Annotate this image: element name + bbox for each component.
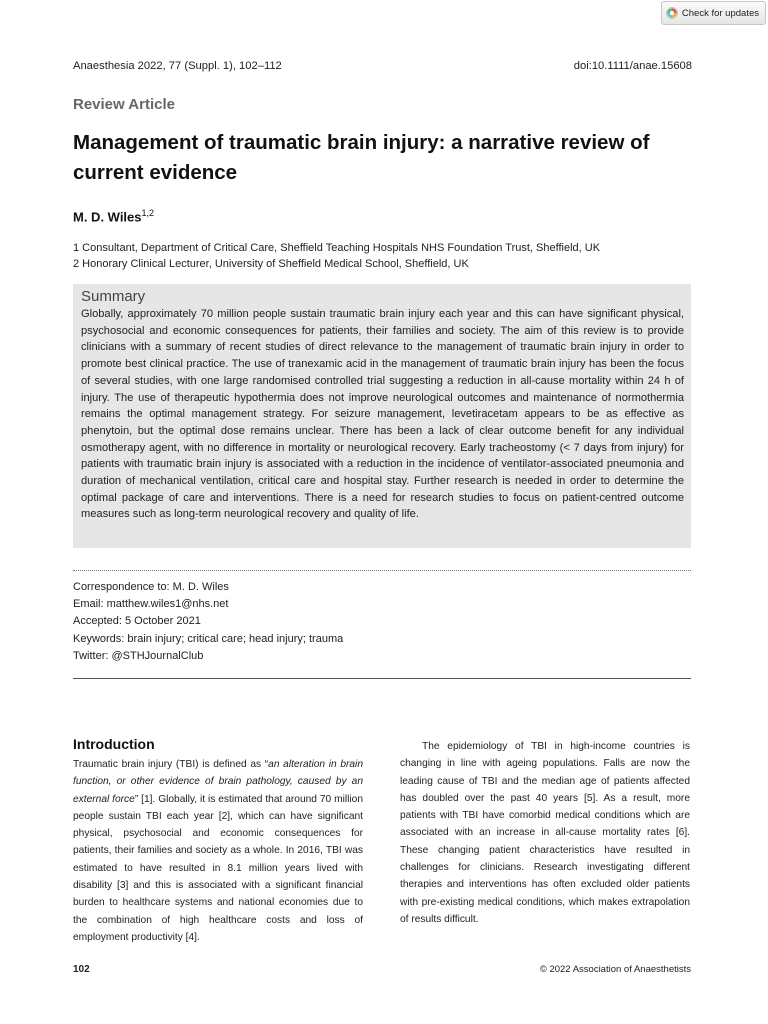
summary-heading: Summary: [81, 288, 146, 305]
author: [73, 208, 154, 224]
intro-text-pre: Traumatic brain injury (TBI) is defined as “: [73, 759, 269, 770]
author-name: M. D. Wiles: [73, 209, 142, 225]
copyright: © 2022 Association of Anaesthetists: [539, 964, 691, 975]
divider-dotted: [73, 570, 691, 571]
check-for-updates-label: Check for updates: [681, 7, 759, 19]
correspondence-block: [73, 579, 343, 665]
doi[interactable]: doi:10.1111/anae.15608: [573, 60, 692, 72]
article-type: Review Article: [73, 96, 175, 113]
affiliations: [73, 240, 600, 272]
journal-citation: Anaesthesia 2022, 77 (Suppl. 1), 102–112: [73, 60, 282, 72]
introduction-paragraph-1: [73, 756, 363, 946]
divider-solid: [73, 678, 691, 679]
summary-text: Globally, approximately 70 million people sustain traumatic brain injury each year and this can have significant physical, psychosocial and economic consequences for patients, their families and society. The aim of this review is to provide clinicians with a summary of recent studies of direct relevance to the management of traumatic brain injury in order to promote best clinical practice. The use of tranexamic acid in the management of traumatic brain injury has been the focus of several studies, with one large randomised controlled trial suggesting a reduction in all-cause mortality within 24 h of injury. The use of therapeutic hypothermia does not improve neurological outcomes and maintenance of normothermia remains the optimal management strategy. For seizure management, levetiracetam appears to be as effective as phenytoin, but the optimal dose remains unclear. There has been a lack of clear outcome benefit for any individual osmotherapy agent, with no difference in mortality or neurological recovery. Early tracheostomy (< 7 days from injury) for patients with traumatic brain injury is associated with a reduction in the incidence of ventilator-associated pneumonia and duration of mechanical ventilation, critical care and hospital stay. Further research is needed in order to determine the optimal package of care and interventions. There is a need for research studies to focus on patient-centred outcome measures such as long-term neurological recovery and quality of life.: [81, 308, 684, 521]
keywords: Keywords: brain injury; critical care; head injury; trauma: [73, 632, 344, 645]
intro-text-post: ” [1]. Globally, it is estimated that around 70 million people sustain TBI each year [2], which can have significant physical, psychosocial and economic consequences for patients, their families and society as a whole. In 2016, TBI was estimated to have resulted in 8.1 million years lived with disability [3] and this is associated with a significant financial burden to healthcare systems and national economies due to the combination of high healthcare costs and loss of employment productivity [4].: [73, 793, 363, 943]
correspondence-email[interactable]: Email: matthew.wiles1@nhs.net: [73, 598, 229, 611]
section-heading-introduction: Introduction: [73, 736, 155, 752]
accepted-date: Accepted: 5 October 2021: [73, 615, 201, 628]
correspondence-line: Correspondence to: M. D. Wiles: [73, 581, 229, 593]
summary-box: [73, 284, 691, 548]
affiliation-1: 1 Consultant, Department of Critical Care, Sheffield Teaching Hospitals NHS Foundation Trust, Sheffield, UK: [73, 242, 601, 254]
body-column-left: [73, 734, 363, 946]
affiliation-2: 2 Honorary Clinical Lecturer, University of Sheffield Medical School, Sheffield, UK: [73, 258, 469, 270]
intro-definition-quote: an alteration in brain function, or other evidence of brain pathology, caused by an external force: [73, 759, 363, 805]
running-header: [73, 60, 692, 72]
crossmark-icon: [666, 7, 678, 19]
page-footer: [73, 964, 691, 975]
check-for-updates-badge[interactable]: [661, 1, 766, 25]
author-affil-marks: 1,2: [141, 208, 155, 218]
page-number: 102: [73, 964, 90, 975]
introduction-paragraph-2: The epidemiology of TBI in high-income countries is changing in line with ageing populations. Falls are now the leading cause of TBI and the median age of patients affected has doubled over the past 40 years [5]. As a result, more patients with TBI have comorbid medical conditions which are associated with an increase in all-cause mortality rates [6]. These changing patient characteristics have resulted in challenges for clinicians. Research investigating different therapies and interventions has often excluded older patients with pre-existing medical conditions, which makes extrapolation of results difficult.: [400, 741, 690, 925]
twitter-handle[interactable]: Twitter: @STHJournalClub: [73, 649, 204, 662]
article-title: Management of traumatic brain injury: a narrative review of current evidence: [73, 131, 650, 184]
body-column-right: [400, 734, 690, 928]
